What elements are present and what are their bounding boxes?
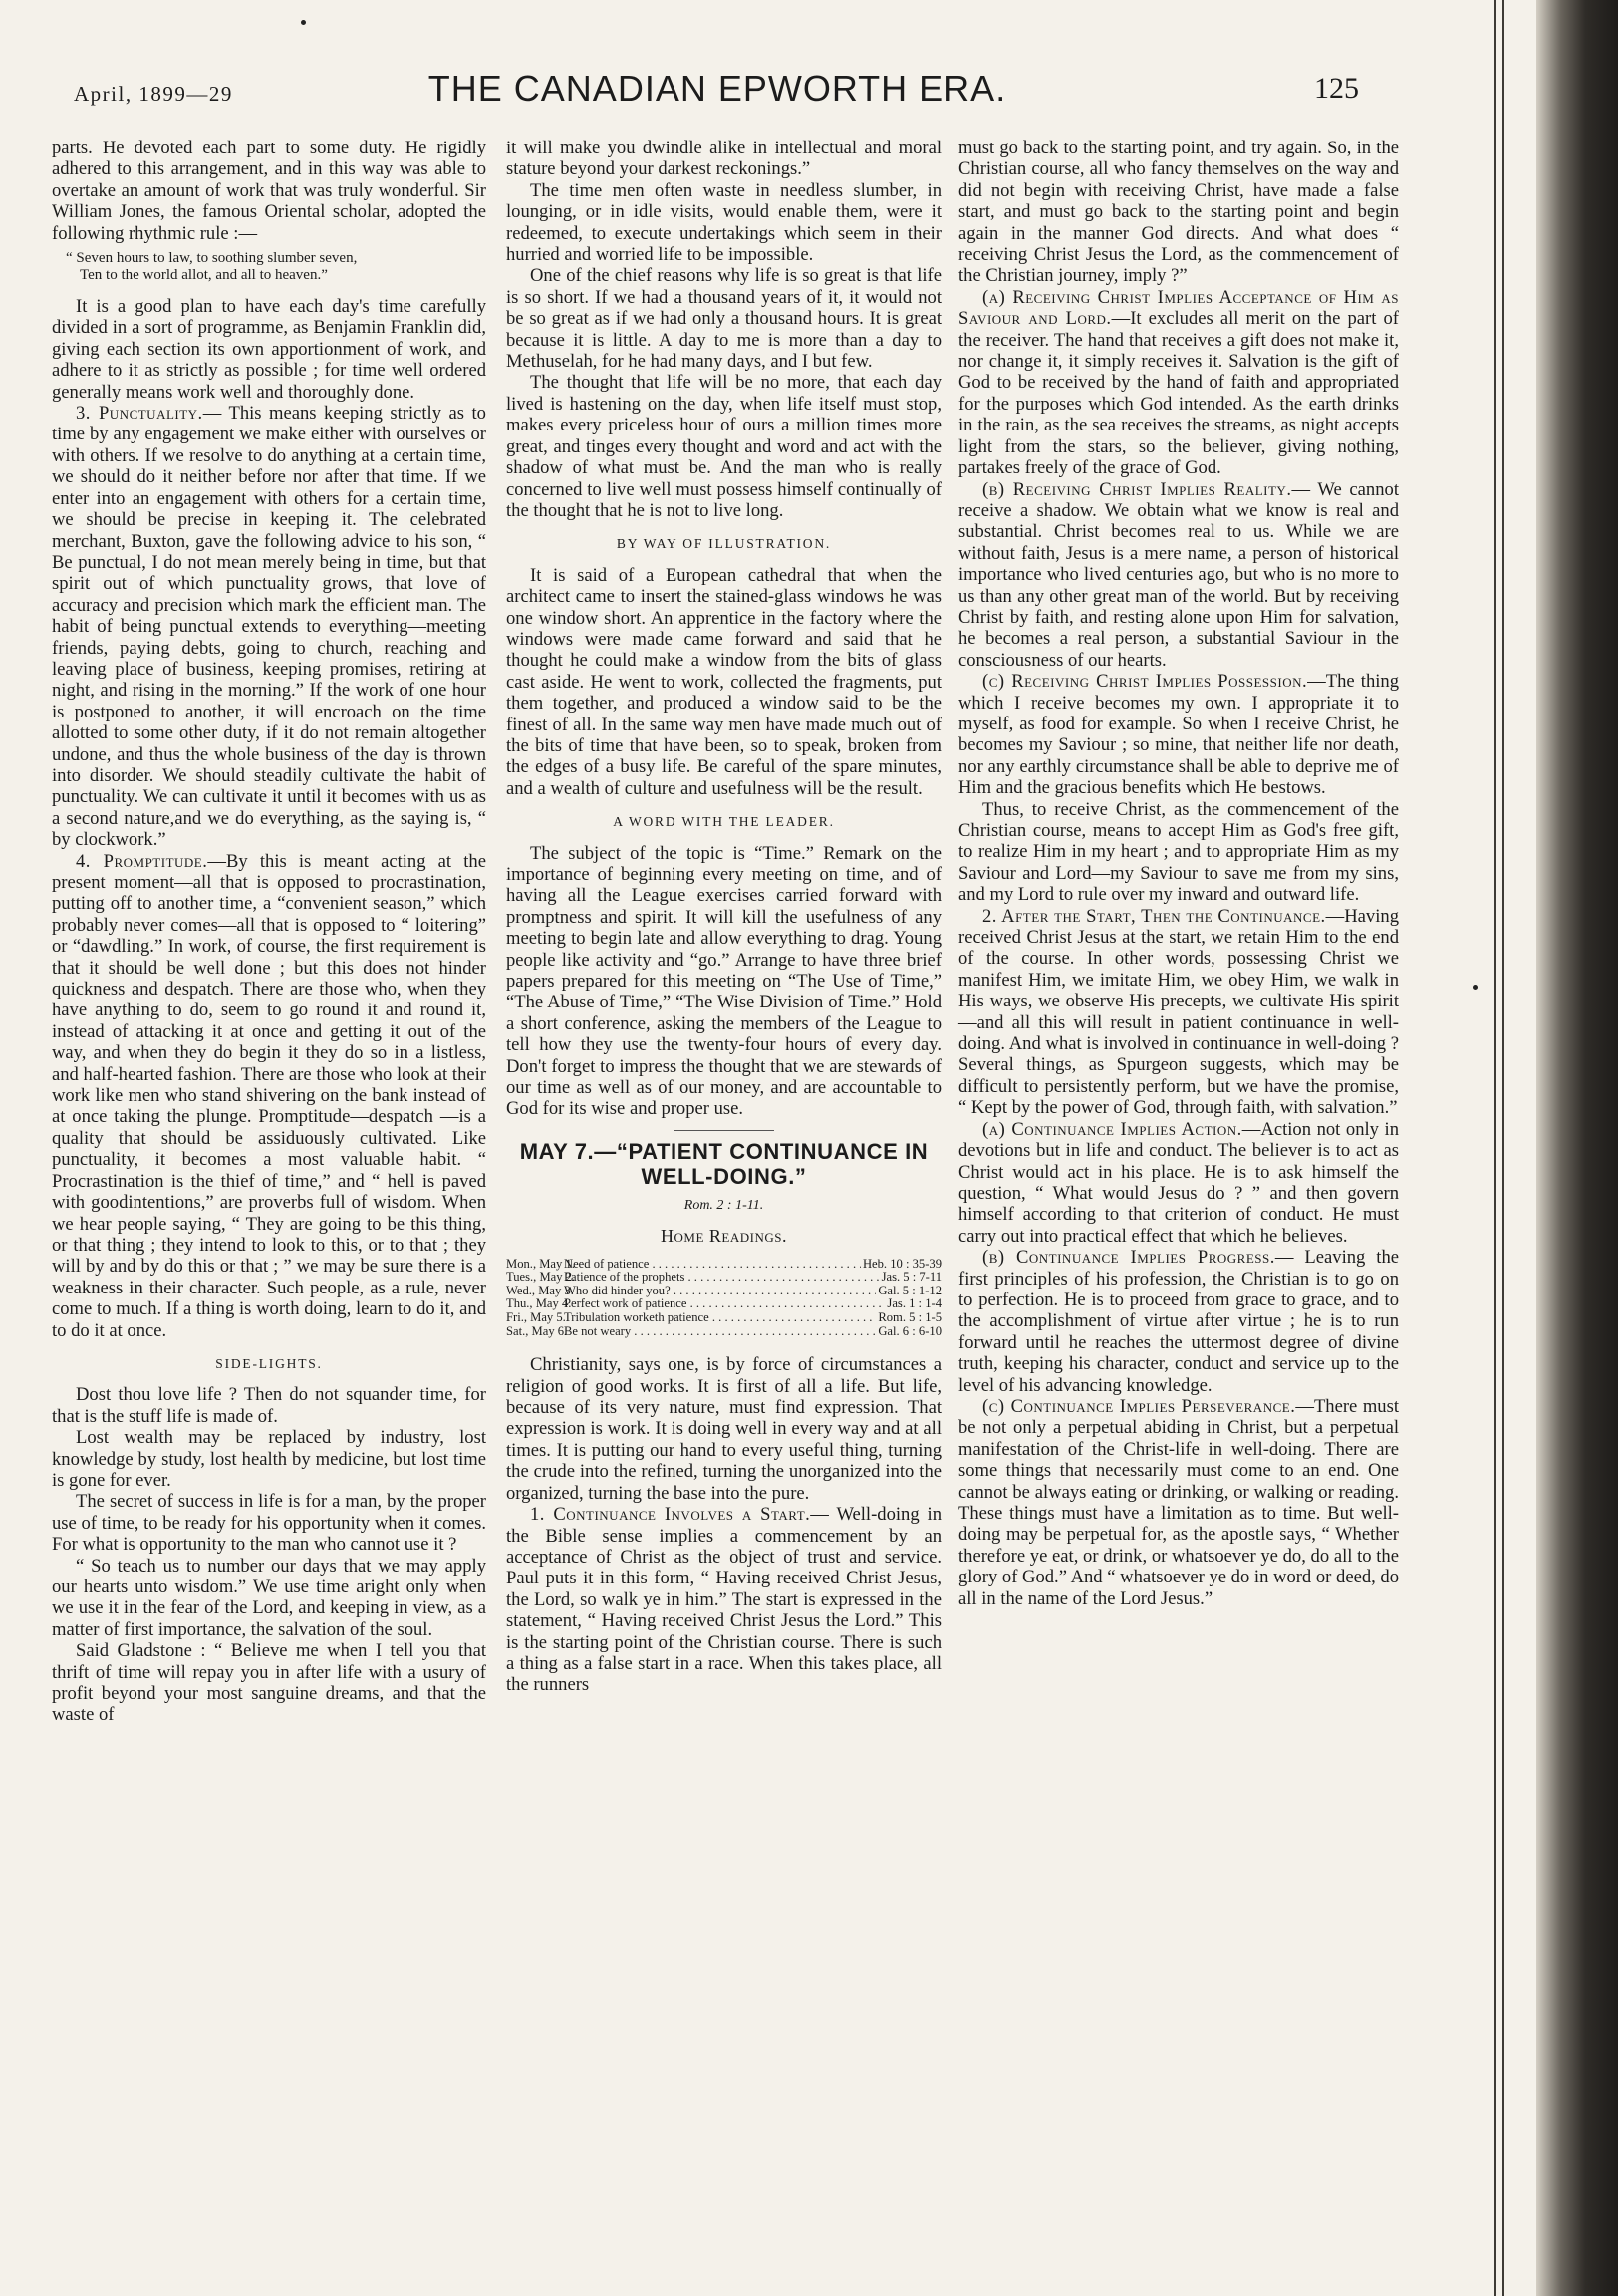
reading-reference: Jas. 1 : 1-4 (887, 1296, 942, 1311)
paragraph-text: —There must be not only a perpetual abiding in Christ, but a perpetual manifestation of the Christ-life in well-doing. There are some things that necessarily must come to an end. One cannot be always eating or drinking, or walking or reading. These things must have a limitation as to time. But well-doing may be perpetual for, as the apostle says, “ Whether therefore ye eat, or drink, or whatsoever ye do, do all to the glory of God.” And “ whatsoever ye do in word or deed, do all in the name of the Lord Jesus.” (958, 1395, 1400, 1609)
paragraph (958, 287, 1399, 479)
paragraph: Dost thou love life ? Then do not squander time, for that is the stuff life is made of. (52, 1384, 486, 1427)
paragraph-lead: (a) Receiving Christ Implies Acceptance of Him as Saviour and Lord. (958, 286, 1399, 330)
paragraph (958, 1119, 1399, 1247)
paragraph: must go back to the starting point, and try again. So, in the Christian course, all who fancy themselves on the way and did not begin with receiving Christ, have made a false start, and must go back to the starting point and begin again in the manner God directs. And what does “ receiving Christ Jesus the Lord, as the commencement of the Christian journey, imply ?” (958, 138, 1399, 287)
paragraph: The secret of success in life is for a man, by the proper use of time, to be ready for his opportunity when it comes. For what is opportunity to the man who cannot use it ? (52, 1491, 486, 1556)
paragraph-text: — Leaving the first principles of his profession, the Christian is to go on to perfection. He is to proceed from grace to grace, and to the accomplishment of virtue after virtue ; he is to run forward until he reaches the uttermost degree of divine truth, keeping his character, conduct and service up to the level of his advancing knowledge. (958, 1247, 1400, 1396)
reading-day: Thu., May 4. (506, 1296, 572, 1311)
reading-row (506, 1325, 942, 1339)
topic-title: MAY 7.—“PATIENT CONTINUANCE IN WELL-DOING.” (519, 1138, 929, 1189)
reading-text: Patience of the prophets . . . (564, 1271, 880, 1285)
section-subheading: SIDE-LIGHTS. (215, 1355, 323, 1371)
paragraph: “ So teach us to number our days that we may apply our hearts unto wisdom.” We use time aright only when we use it in the fear of the Lord, and keeping in view, as a matter of first importance, the salvation of the soul. (52, 1555, 486, 1640)
reading-row (506, 1258, 942, 1272)
reading-text: Need of patience . . . (564, 1258, 861, 1272)
paragraph: The subject of the topic is “Time.” Remark on the importance of beginning every meeting on time, and of having all the League exercises carried forward with promptness and spirit. It will kill the usefulness of any meeting to begin late and allow everything to drag. Young people like activity and “go.” Arrange to have three brief papers prepared for this meeting on “The Use of Time,” “The Abuse of Time,” “The Wise Division of Time.” Hold a short conference, asking the members of the League to tell how they use the twenty-four hours of every day. Don't forget to impress the thought that we are stewards of our time as well as of our money, and are accountable to God for its wise and proper use. (506, 842, 942, 1120)
home-readings-list (506, 1258, 942, 1339)
print-speck (301, 20, 306, 25)
paragraph: Christianity, says one, is by force of circumstances a religion of good works. It is first of all a life. But life, because of its very nature, must find expression. That expression is work. It is doing well in every way and at all times. It is putting our hand to every useful thing, turning the crude into the refined, turning the unorganized into the organized, turning the base into the pure. (506, 1354, 942, 1504)
print-speck (1473, 985, 1478, 990)
paragraph: Thus, to receive Christ, as the commencement of the Christian course, means to accept Him as God's free gift, to realize Him in my heart ; and to appropriate Him as my Saviour and Lord—my Saviour to save me from my sins, and my Lord to rule over my inward and outward life. (958, 798, 1399, 906)
reading-text: Perfect work of patience . . . (564, 1297, 885, 1311)
column-1 (52, 138, 486, 1726)
paragraph-text: —The thing which I receive becomes my own. I appropriate it to myself, as food for example. So when I receive Christ, he becomes my Saviour ; so mine, that neither life nor death, nor any earthly circumstance shall be able to deprive me of Him and the gracious benefits which He bestows. (958, 671, 1400, 799)
paragraph (958, 1396, 1399, 1609)
paragraph (52, 403, 486, 851)
home-readings-title: Home Readings. (661, 1226, 787, 1247)
paragraph-text: — Well-doing in the Bible sense implies a commencement by an acceptance of Christ as the object of trust and service. Paul puts it in this form, “ Having received Christ Jesus, the Lord, so walk ye in him.” The start is expressed in the statement, “ Having received Christ Jesus the Lord.” This is the starting point of the Christian course. There is such a thing as a false start in a race. When this takes place, all the runners (506, 1504, 942, 1696)
column-3 (958, 138, 1399, 1609)
reading-reference: Rom. 5 : 1-5 (878, 1310, 942, 1325)
paragraph-text: — This means keeping strictly as to time by any engagement we make either with ourselves or with others. If we resolve to do anything at a certain time, we should do it neither before nor after that time. If we enter into an engagement with others for a certain time, we should be precise in keeping it. The celebrated merchant, Buxton, gave the following advice to his son, “ Be punctual, I do not mean merely being in time, but that spirit out of which punctuality grows, that love of accuracy and precision which mark the efficient man. The habit of being punctual extends to everything—meeting friends, paying debts, going to church, reaching and leaving place of business, keeping promises, retiring at night, and rising in the morning.” If the work of one hour is postponed to another, it will encroach on the time allotted to some other duty, if it do not remain altogether undone, and thus the whole business of the day is thrown into disorder. We should steadily cultivate the habit of punctuality. We can cultivate it until it becomes with us as a second nature,and we do everything, as the saying is, “ by clockwork.” (52, 403, 486, 851)
paragraph: One of the chief reasons why life is so great is that life is so short. If we had a thousand years of it, it would not be so great as if we had only a thousand hours. It is great because it is little. A day to me is more than a day to Methuselah, for he had many days, and I but few. (506, 265, 942, 373)
paragraph (958, 479, 1399, 672)
reading-text: Be not weary . . . (564, 1325, 876, 1339)
reading-day: Fri., May 5. (506, 1310, 566, 1325)
paragraph-text: —By this is meant acting at the present moment—all that is opposed to procrastination, putting off to another time, a “convenient season,” which probably never comes—all that is opposed to “ loitering” or “dawdling.” In work, of course, the first requirement is that it should be well done ; but this does not hinder quickness and despatch. There are those who, when they have anything to do, seem to go round it and round it, instead of attacking it at once and getting it out of the way, and when they do begin it they do so in a listless, and half-hearted fashion. There are those who look at their work like men who stand shivering on the bank instead of at once taking the plunge. Promptitude—despatch —is a quality that should be assiduously cultivated. Like punctuality, it becomes a most valuable habit. “ Procrastination is the thief of time,” and “ hell is paved with goodintentions,” are proverbs full of wisdom. When we hear people saying, “ They are going to be this thing, or that thing ; they intend to look to this, or to that ; they will by and by do this or that ; ” we may be sure there is a weakness in their character. Such people, as a rule, never come to much. If a thing is worth doing, learn to do it, and to do it at once. (52, 850, 486, 1341)
paragraph: It is a good plan to have each day's time carefully divided in a sort of programme, as Benjamin Franklin did, giving each section its own apportionment of work, and adhere to it as strictly as possible ; for time well ordered generally means work well and thoroughly done. (52, 296, 486, 403)
reading-day: Tues., May 2. (506, 1270, 576, 1285)
paragraph-lead: (c) Continuance Implies Perseverance. (982, 1395, 1296, 1417)
paragraph: Said Gladstone : “ Believe me when I tell you that thrift of time will repay you in after life with a usury of profit beyond your most sanguine dreams, and that the waste of (52, 1640, 486, 1726)
paragraph-lead: (c) Receiving Christ Implies Possession. (982, 671, 1308, 693)
paragraph (958, 671, 1399, 798)
paragraph (958, 906, 1399, 1119)
section-subheading: A WORD WITH THE LEADER. (613, 814, 835, 830)
column-2 (506, 138, 942, 1696)
paragraph: The time men often waste in needless slumber, in lounging, or in idle visits, would enable them, were it redeemed, to execute undertakings which seem in their hurried and worried life to be impossible. (506, 179, 942, 266)
reading-text: Tribulation worketh patience . . . (564, 1311, 876, 1325)
paragraph: Lost wealth may be replaced by industry, lost knowledge by study, lost health by medicine, but lost time is gone for ever. (52, 1427, 486, 1491)
reading-row (506, 1311, 942, 1325)
paragraph-text: — We cannot receive a shadow. We obtain what we know is real and substantial. Christ becomes real to us. While we are without faith, Jesus is a mere name, a person of historical importance who lived centuries ago, but who is no more to us than any other great man of the world. But by receiving Christ by faith, and resting alone upon Him for salvation, he becomes a real person, a substantial Saviour in the consciousness of our hearts. (958, 478, 1399, 671)
publication-title: THE CANADIAN EPWORTH ERA. (427, 68, 1007, 109)
reading-reference: Gal. 6 : 6-10 (878, 1323, 942, 1338)
reading-row (506, 1271, 942, 1285)
paragraph: parts. He devoted each part to some duty. He rigidly adhered to this arrangement, and in this way was able to overtake an amount of work that was truly wonderful. Sir William Jones, the famous Oriental scholar, adopted the following rhythmic rule :— (52, 138, 486, 244)
reading-row (506, 1297, 942, 1311)
paragraph-lead: 2. After the Start, Then the Continuance. (982, 905, 1326, 927)
reading-day: Sat., May 6. (506, 1323, 568, 1338)
reading-reference: Heb. 10 : 35-39 (862, 1256, 942, 1271)
paragraph-lead: (b) Continuance Implies Progress. (982, 1247, 1275, 1269)
paragraph-lead: (a) Continuance Implies Action. (982, 1118, 1242, 1140)
reading-reference: Jas. 5 : 7-11 (881, 1270, 942, 1285)
paragraph: it will make you dwindle alike in intellectual and moral stature beyond your darkest reckonings.” (506, 138, 942, 180)
paragraph-text: —Having received Christ Jesus at the start, we retain Him to the end of the course. In other words, possessing Christ we manifest Him, we imitate Him, we obey Him, we walk in His ways, we observe His precepts, we cultivate His spirit—and all this will result in patient continuance in well-doing. And what is involved in continuance in well-doing ? Several things, as Spurgeon suggests, which may be difficult to persistently perform, but we have the promise, “ Kept by the power of God, through faith, with salvation.” (958, 905, 1399, 1119)
section-divider (674, 1130, 774, 1131)
paragraph (958, 1247, 1399, 1396)
book-binding-shadow (1536, 0, 1618, 2296)
issue-date: April, 1899—29 (74, 82, 233, 106)
paragraph-text: —Action not only in devotions but in life and conduct. The believer is to act as Christ would act in his place. He is to ask himself the question, “ What would Jesus do ? ” and then govern himself according to that criterion of conduct. He must carry out into practical effect that which he believes. (958, 1118, 1399, 1247)
paragraph: It is said of a European cathedral that when the architect came to insert the stained-glass windows he was one window short. An apprentice in the factory where the windows were made came forward and said that he thought he could make a window from the bits of glass cast aside. He went to work, collected the fragments, put them together, and produced a window said to be the finest of all. In the same way men have made much out of the bits of time that have been, so to speak, broken from the edges of a busy life. Be careful of the spare minutes, and a wealth of culture and usefulness will be the result. (506, 564, 942, 799)
page-header (60, 62, 1375, 118)
page-edge-line (1502, 0, 1504, 2296)
page-number: 125 (1314, 72, 1359, 105)
paragraph (52, 851, 486, 1341)
paragraph-lead: 3. Punctuality. (76, 403, 203, 425)
section-subheading: BY WAY OF ILLUSTRATION. (616, 536, 832, 552)
paragraph-lead: 1. Continuance Involves a Start. (530, 1504, 811, 1526)
reading-day: Mon., May 1. (506, 1256, 575, 1271)
verse-line: “ Seven hours to law, to soothing slumber seven, (66, 250, 358, 267)
paragraph-lead: (b) Receiving Christ Implies Reality. (982, 478, 1292, 500)
verse-quote (52, 250, 486, 284)
verse-line: Ten to the world allot, and all to heaven.” (80, 267, 328, 284)
paragraph (506, 1504, 942, 1696)
page-edge-line (1494, 0, 1496, 2296)
reading-row (506, 1285, 942, 1298)
scripture-reference: Rom. 2 : 1-11. (683, 1197, 764, 1213)
paragraph: The thought that life will be no more, that each day lived is hastening on the day, when life itself must stop, makes every priceless hour of ours a million times more great, and tinges every thought and word and act with the shadow of what must be. And the man who is really concerned to live well must possess himself continually of the thought that he is not to live long. (506, 372, 942, 521)
reading-day: Wed., May 3. (506, 1283, 574, 1297)
paragraph-text: —It excludes all merit on the part of the receiver. The hand that receives a gift does not make it, nor change it, it simply receives it. Salvation is the gift of God to be received by the hand of faith and appropriated for the purposes which God intended. As the earth drinks in the rain, as the sea receives the streams, as night accepts light from the stars, so the believer, giving nothing, partakes freely of the grace of God. (958, 308, 1399, 479)
reading-text: Who did hinder you? . . . (564, 1285, 876, 1298)
reading-reference: Gal. 5 : 1-12 (878, 1283, 942, 1297)
paragraph-lead: 4. Promptitude. (76, 850, 208, 872)
